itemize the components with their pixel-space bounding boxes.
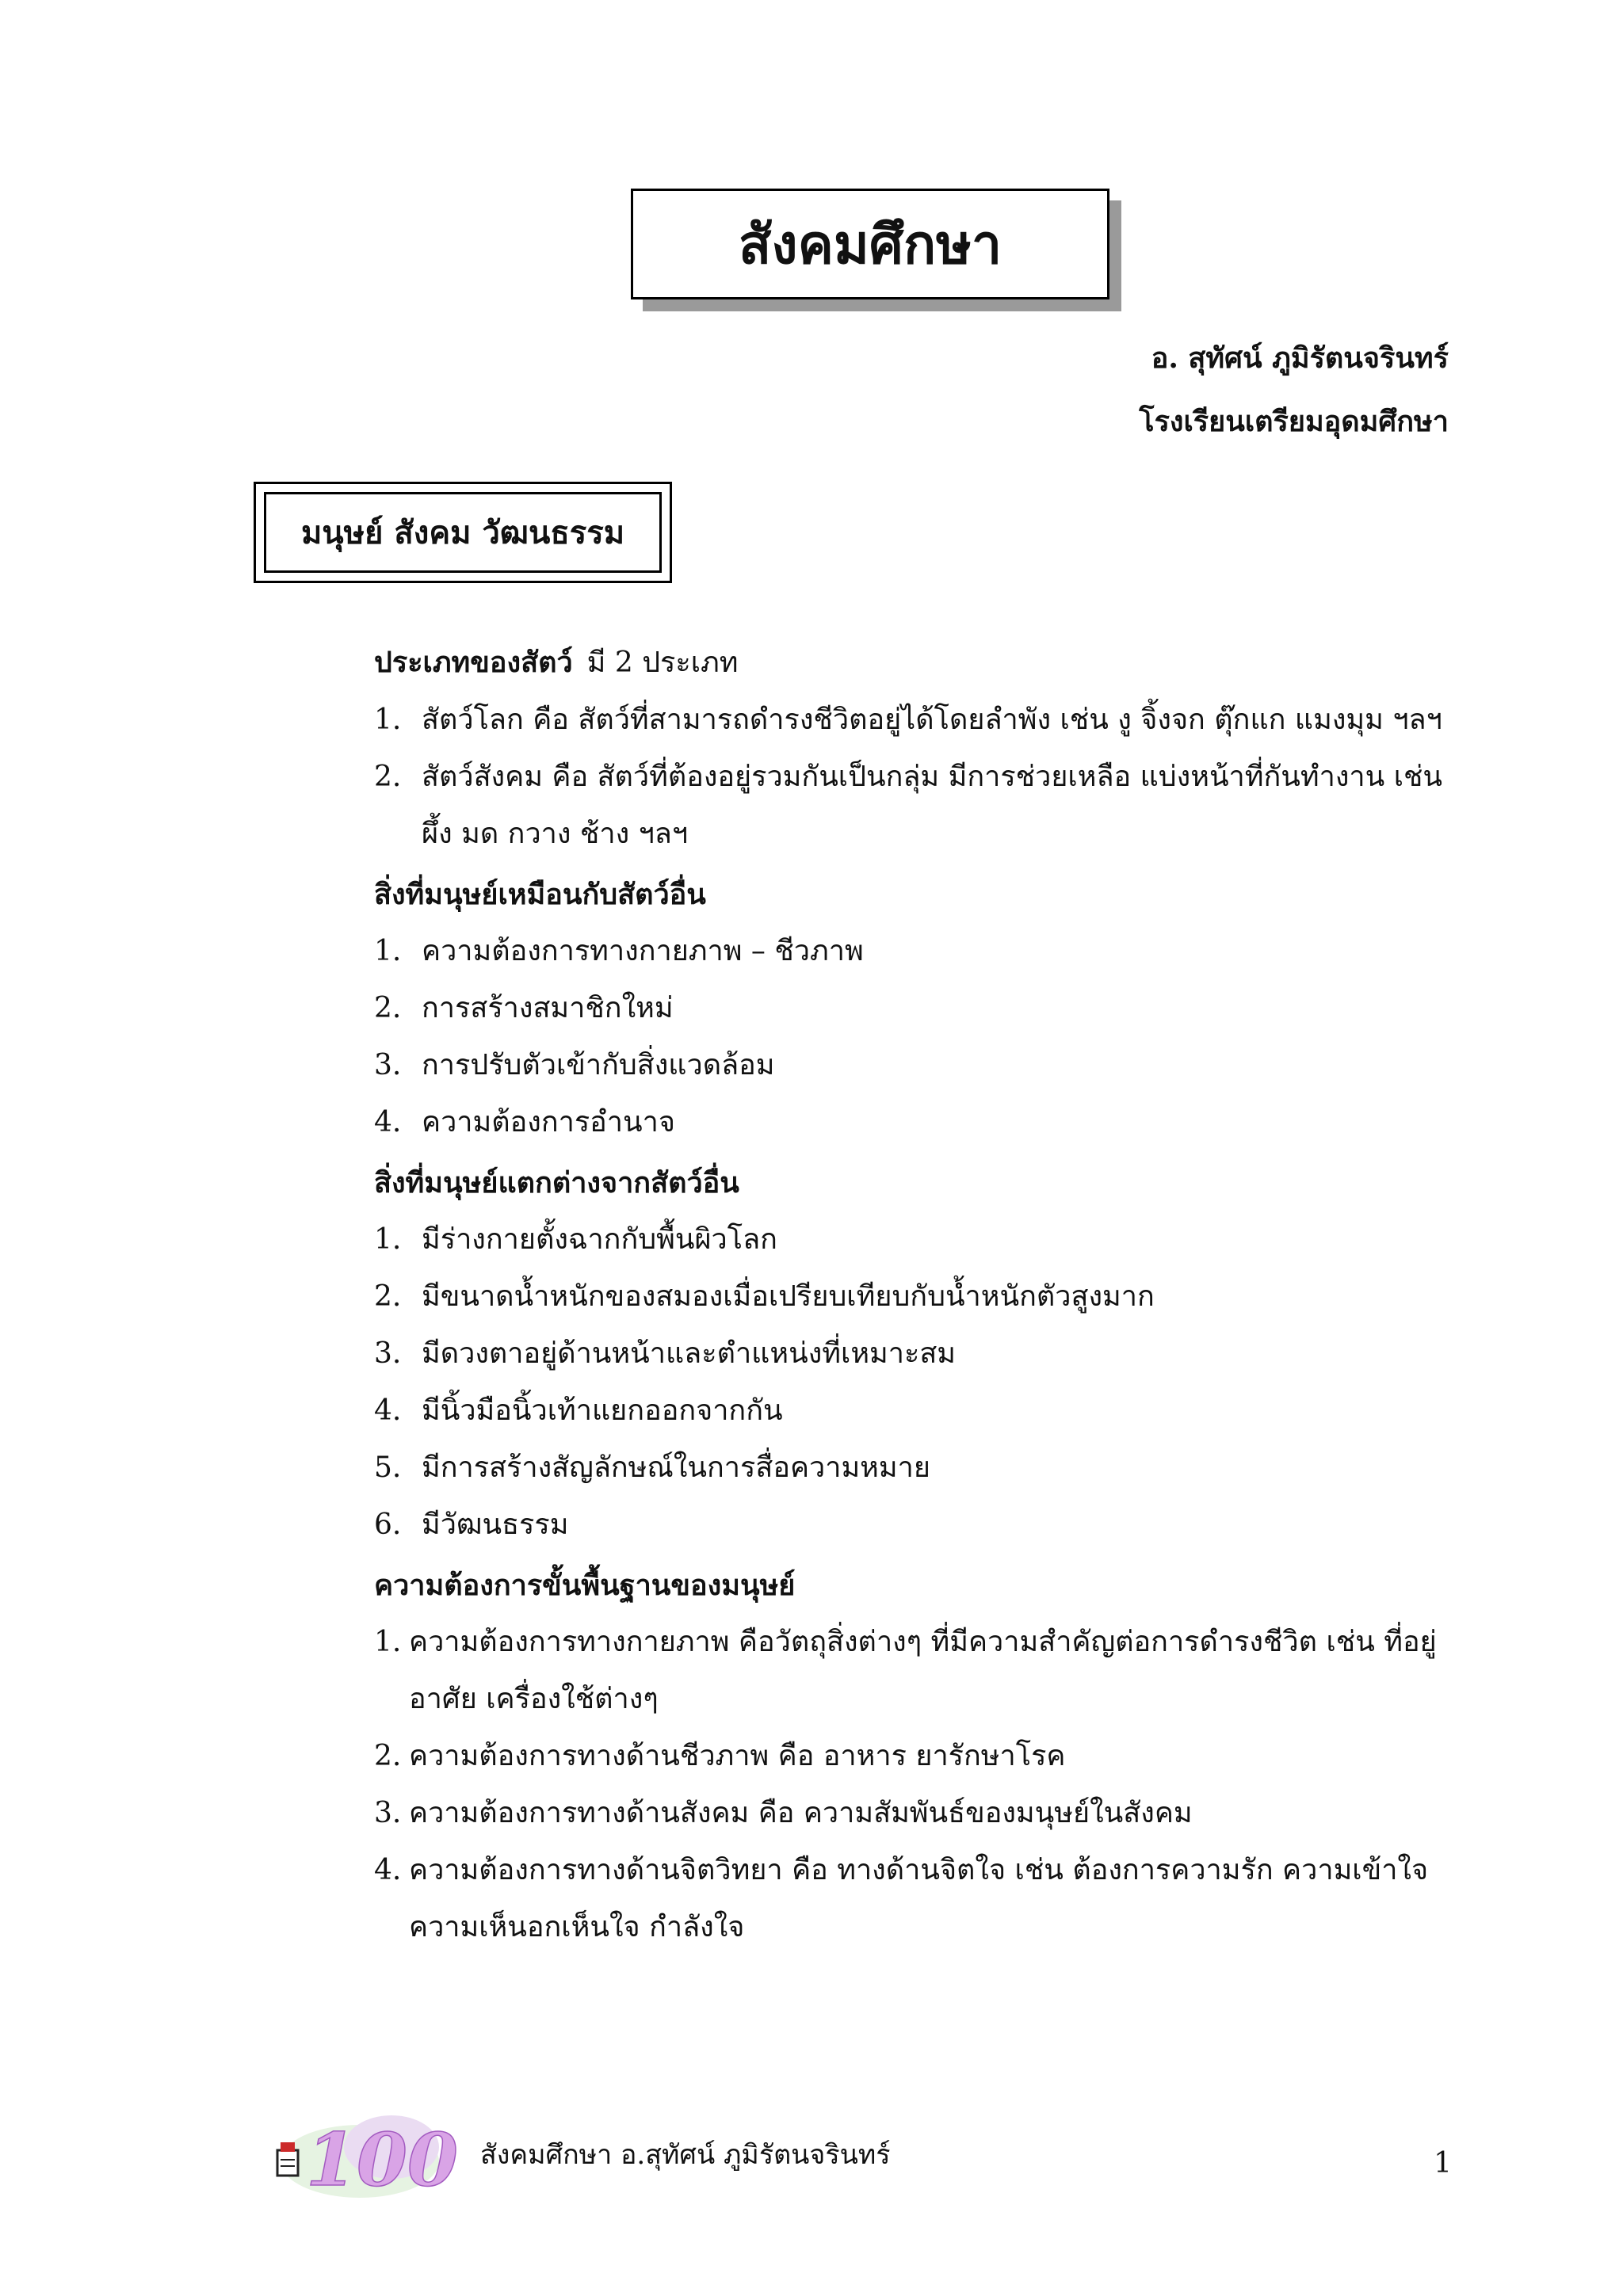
list-text: ความต้องการทางกายภาพ คือวัตถุสิ่งต่างๆ ที่มีความสำคัญต่อการดำรงชีวิต เช่น ที่อยู่อาศัย เครื่องใช้ต่างๆ — [409, 1626, 1437, 1715]
list-text: มีดวงตาอยู่ด้านหน้าและตำแหน่งที่เหมาะสม — [422, 1337, 957, 1370]
list-item — [374, 1728, 1452, 1785]
list-number: 5. — [374, 1451, 402, 1484]
list-number: 4. — [374, 1106, 402, 1138]
school-name: โรงเรียนเตรียมอุดมศึกษา — [1139, 405, 1449, 438]
list-number: 1. — [374, 935, 402, 967]
section-title: มนุษย์ สังคม วัฒนธรรม — [264, 492, 662, 573]
list-item — [374, 1440, 1452, 1497]
document-body — [374, 634, 1452, 1956]
list-item — [374, 923, 1452, 980]
author-name: อ. สุทัศน์ ภูมิรัตนจรินทร์ — [1151, 341, 1449, 375]
list-item — [374, 1094, 1452, 1151]
list-item — [374, 749, 1452, 863]
list-number: 1. — [374, 704, 402, 736]
list-text: ความต้องการอำนาจ — [422, 1106, 675, 1138]
list-item — [374, 1383, 1452, 1440]
list-number: 1. — [374, 1223, 402, 1256]
different-heading: สิ่งที่มนุษย์แตกต่างจากสัตว์อื่น — [374, 1166, 739, 1199]
page-footer — [273, 2100, 1452, 2203]
list-text: สัตว์สังคม คือ สัตว์ที่ต้องอยู่รวมกันเป็นกลุ่ม มีการช่วยเหลือ แบ่งหน้าที่กันทำงาน เช่น ผึ้ง มด กวาง ช้าง ฯลฯ — [422, 761, 1443, 850]
list-number: 2. — [374, 761, 402, 793]
heading-note: มี 2 ประเภท — [586, 646, 739, 679]
list-text: มีขนาดน้ำหนักของสมองเมื่อเปรียบเทียบกับน้ำหนักตัวสูงมาก — [422, 1280, 1155, 1313]
list-item — [374, 1037, 1452, 1094]
list-text: การปรับตัวเข้ากับสิ่งแวดล้อม — [422, 1049, 775, 1081]
list-text: ความต้องการทางด้านสังคม คือ ความสัมพันธ์ของมนุษย์ในสังคม — [409, 1797, 1193, 1829]
list-number: 3. — [374, 1337, 402, 1370]
footer-text: สังคมศึกษา อ.สุทัศน์ ภูมิรัตนจรินทร์ — [480, 2139, 891, 2171]
list-text: มีร่างกายตั้งฉากกับพื้นผิวโลก — [422, 1223, 777, 1256]
list-item — [374, 1614, 1452, 1728]
list-number: 2. — [374, 992, 402, 1024]
list-item — [374, 1497, 1452, 1554]
list-number: 6. — [374, 1508, 402, 1541]
list-number: 4. — [374, 1394, 402, 1427]
list-number: 3. — [374, 1797, 402, 1829]
section-title-frame — [254, 482, 672, 583]
list-text: มีวัฒนธรรม — [422, 1508, 569, 1541]
list-text: การสร้างสมาชิกใหม่ — [422, 992, 674, 1024]
list-number: 2. — [374, 1280, 402, 1313]
list-text: มีการสร้างสัญลักษณ์ในการสื่อความหมาย — [422, 1451, 930, 1484]
list-item — [374, 1268, 1452, 1325]
list-number: 4. — [374, 1854, 402, 1886]
page-title: สังคมศึกษา — [631, 189, 1109, 299]
list-text: สัตว์โลก คือ สัตว์ที่สามารถดำรงชีวิตอยู่ได้โดยลำพัง เช่น งู จิ้งจก ตุ๊กแก แมงมุม ฯลฯ — [422, 704, 1442, 736]
list-text: ความต้องการทางด้านจิตวิทยา คือ ทางด้านจิตใจ เช่น ต้องการความรัก ความเข้าใจ ความเห็นอกเห็นใจ กำลังใจ — [409, 1854, 1429, 1943]
list-item — [374, 1785, 1452, 1842]
needs-heading: ความต้องการขั้นพื้นฐานของมนุษย์ — [374, 1569, 796, 1602]
svg-text:100: 100 — [306, 2117, 459, 2203]
heading-text: ประเภทของสัตว์ — [374, 646, 573, 679]
author-block — [1139, 326, 1449, 453]
animal-types-heading — [374, 634, 1452, 692]
list-text: มีนิ้วมือนิ้วเท้าแยกออกจากกัน — [422, 1394, 783, 1427]
list-item — [374, 1325, 1452, 1383]
list-text: ความต้องการทางด้านชีวภาพ คือ อาหาร ยารักษาโรค — [409, 1740, 1066, 1772]
logo-icon — [273, 2100, 463, 2203]
page-number: 1 — [1434, 2147, 1452, 2180]
list-text: ความต้องการทางกายภาพ – ชีวภาพ — [422, 935, 864, 967]
similar-heading: สิ่งที่มนุษย์เหมือนกับสัตว์อื่น — [374, 878, 706, 911]
list-item — [374, 692, 1452, 749]
list-number: 3. — [374, 1049, 402, 1081]
list-number: 2. — [374, 1740, 402, 1772]
list-item — [374, 980, 1452, 1037]
list-number: 1. — [374, 1626, 402, 1658]
list-item — [374, 1842, 1452, 1956]
list-item — [374, 1211, 1452, 1268]
